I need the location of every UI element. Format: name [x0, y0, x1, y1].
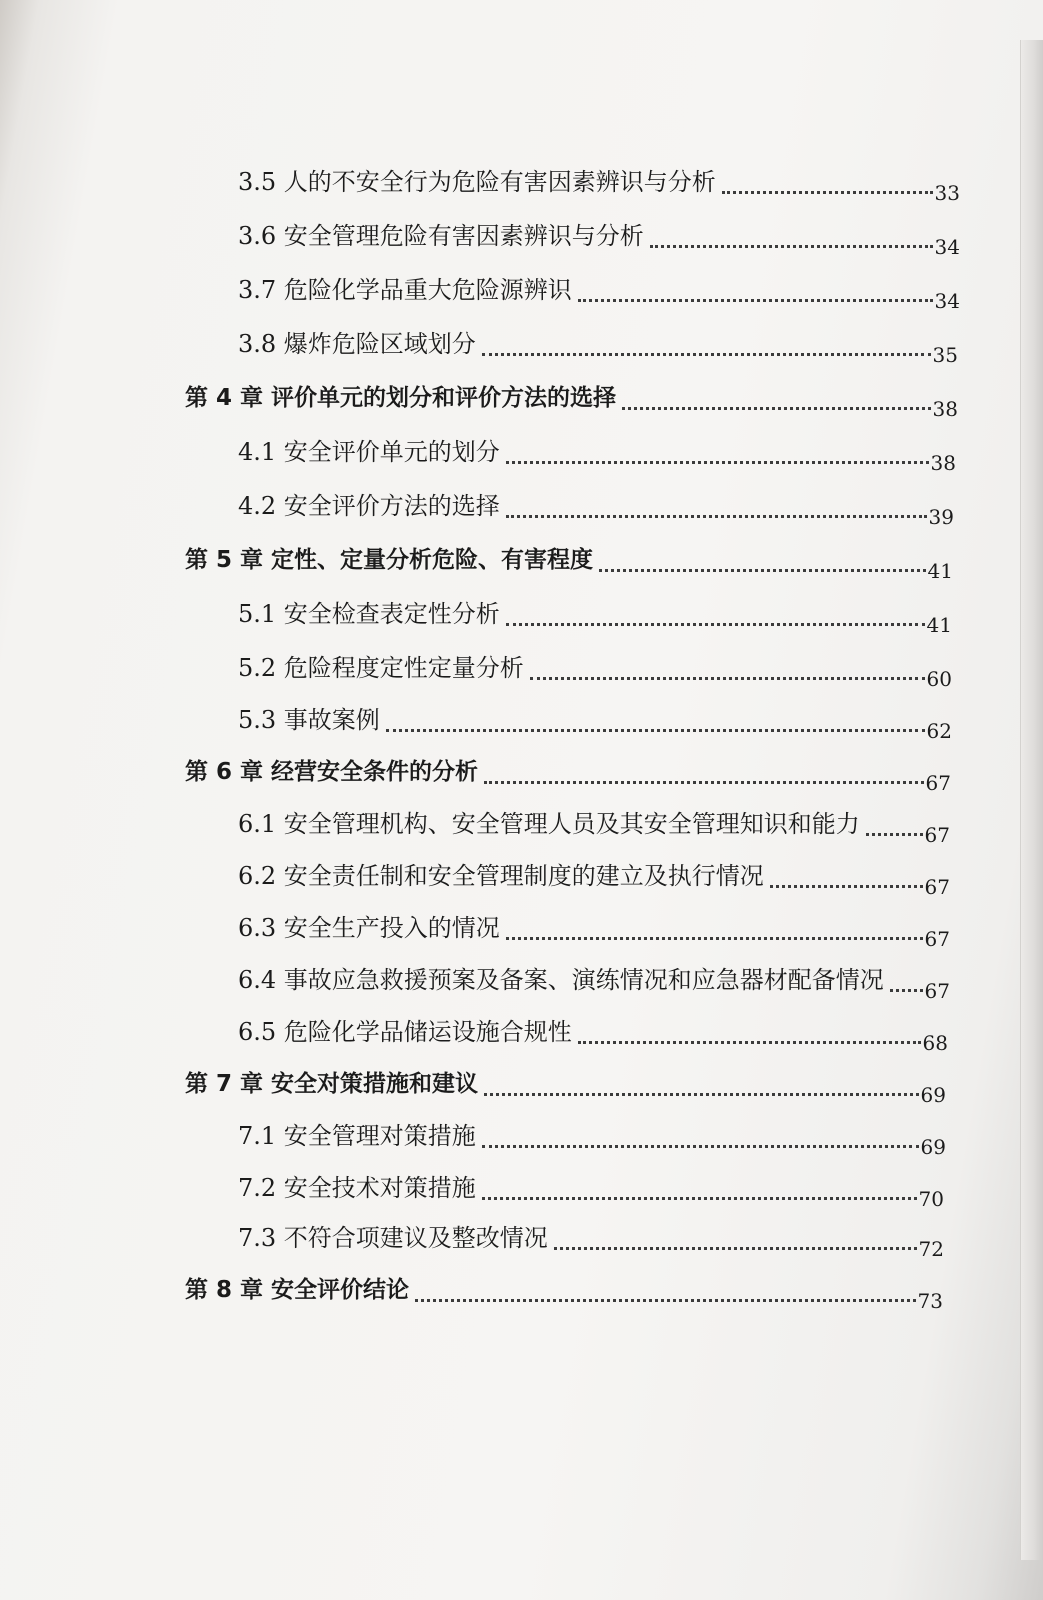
dot-leader: [866, 833, 923, 836]
dot-leader: [650, 245, 933, 248]
toc-entry-chapter-4: [185, 374, 958, 421]
dot-leader: [484, 1093, 919, 1096]
toc-entry-label: 7.2 安全技术对策措施: [238, 1174, 476, 1202]
toc-page-number: 34: [934, 235, 960, 259]
dot-leader: [578, 1041, 921, 1044]
toc-page-number: 67: [924, 979, 950, 1003]
toc-entry-3-8: [238, 320, 958, 367]
toc-entry-6-4: [238, 956, 950, 1003]
toc-page-number: 41: [927, 559, 953, 583]
toc-page-number: 38: [930, 451, 956, 475]
toc-page-number: 35: [932, 343, 958, 367]
toc-page-number: 33: [934, 181, 960, 205]
toc-page-number: 39: [928, 505, 954, 529]
dot-leader: [599, 569, 926, 572]
dot-leader: [890, 989, 923, 992]
toc-entry-label: 3.8 爆炸危险区域划分: [238, 330, 476, 358]
dot-leader: [506, 937, 923, 940]
toc-entry-4-2: [238, 482, 954, 529]
toc-entry-6-5: [238, 1008, 948, 1055]
dot-leader: [722, 191, 933, 194]
toc-entry-label: 6.2 安全责任制和安全管理制度的建立及执行情况: [238, 862, 764, 890]
dot-leader: [484, 781, 924, 784]
toc-entry-label: 5.3 事故案例: [238, 706, 380, 734]
toc-entry-label: 6.4 事故应急救援预案及备案、演练情况和应急器材配备情况: [238, 966, 884, 994]
toc-entry-label: 5.2 危险程度定性定量分析: [238, 654, 524, 682]
toc-entry-7-2: [238, 1164, 944, 1211]
toc-entry-label: 4.1 安全评价单元的划分: [238, 438, 500, 466]
toc-entry-chapter-5: [185, 536, 953, 583]
toc-page-number: 67: [925, 771, 951, 795]
toc-chapter-label: 第 8 章 安全评价结论: [185, 1277, 410, 1303]
toc-entry-5-3: [238, 696, 952, 743]
toc-page-number: 69: [920, 1135, 946, 1159]
toc-page-number: 67: [924, 823, 950, 847]
dot-leader: [415, 1299, 916, 1302]
toc-entry-chapter-6: [185, 748, 951, 795]
dot-leader: [482, 353, 931, 356]
toc-entry-3-5: [238, 158, 960, 205]
toc-entry-7-1: [238, 1112, 946, 1159]
toc-entry-6-3: [238, 904, 950, 951]
toc-page-number: 68: [922, 1031, 948, 1055]
dot-leader: [482, 1145, 919, 1148]
toc-entry-6-1: [238, 800, 950, 847]
toc-entry-label: 7.3 不符合项建议及整改情况: [238, 1224, 548, 1252]
toc-chapter-label: 第 7 章 安全对策措施和建议: [185, 1071, 479, 1097]
toc-entry-6-2: [238, 852, 950, 899]
toc-entry-label: 3.6 安全管理危险有害因素辨识与分析: [238, 222, 644, 250]
toc-entry-3-6: [238, 212, 960, 259]
toc-page-number: 70: [918, 1187, 944, 1211]
toc-chapter-label: 第 6 章 经营安全条件的分析: [185, 759, 479, 785]
toc-page-number: 60: [926, 667, 952, 691]
toc-page-number: 67: [924, 927, 950, 951]
dot-leader: [770, 885, 923, 888]
dot-leader: [482, 1197, 917, 1200]
dot-leader: [578, 299, 933, 302]
dot-leader: [506, 515, 927, 518]
toc-entry-label: 3.5 人的不安全行为危险有害因素辨识与分析: [238, 168, 716, 196]
dot-leader: [506, 623, 925, 626]
toc-entry-label: 6.3 安全生产投入的情况: [238, 914, 500, 942]
toc-entry-label: 6.5 危险化学品储运设施合规性: [238, 1018, 572, 1046]
dot-leader: [386, 729, 925, 732]
toc-page-number: 67: [924, 875, 950, 899]
toc-entry-label: 7.1 安全管理对策措施: [238, 1122, 476, 1150]
toc-chapter-label: 第 5 章 定性、定量分析危险、有害程度: [185, 547, 594, 573]
dot-leader: [506, 461, 929, 464]
toc-entry-7-3: [238, 1214, 944, 1261]
toc-entry-chapter-7: [185, 1060, 946, 1107]
toc-entry-5-2: [238, 644, 952, 691]
toc-page-number: 73: [917, 1289, 943, 1313]
toc-entry-chapter-8: [185, 1266, 943, 1313]
toc-entry-label: 5.1 安全检查表定性分析: [238, 600, 500, 628]
toc-entry-5-1: [238, 590, 952, 637]
toc-page-number: 72: [918, 1237, 944, 1261]
toc-page-number: 69: [920, 1083, 946, 1107]
toc-entry-4-1: [238, 428, 956, 475]
dot-leader: [622, 407, 931, 410]
toc-entry-3-7: [238, 266, 960, 313]
toc-page-number: 41: [926, 613, 952, 637]
toc-page-number: 62: [926, 719, 952, 743]
dot-leader: [554, 1247, 917, 1250]
toc-entry-label: 3.7 危险化学品重大危险源辨识: [238, 276, 572, 304]
toc-chapter-label: 第 4 章 评价单元的划分和评价方法的选择: [185, 385, 617, 411]
toc-entry-label: 6.1 安全管理机构、安全管理人员及其安全管理知识和能力: [238, 810, 860, 838]
dot-leader: [530, 677, 925, 680]
toc-entry-label: 4.2 安全评价方法的选择: [238, 492, 500, 520]
toc-page-number: 38: [932, 397, 958, 421]
toc-page-number: 34: [934, 289, 960, 313]
